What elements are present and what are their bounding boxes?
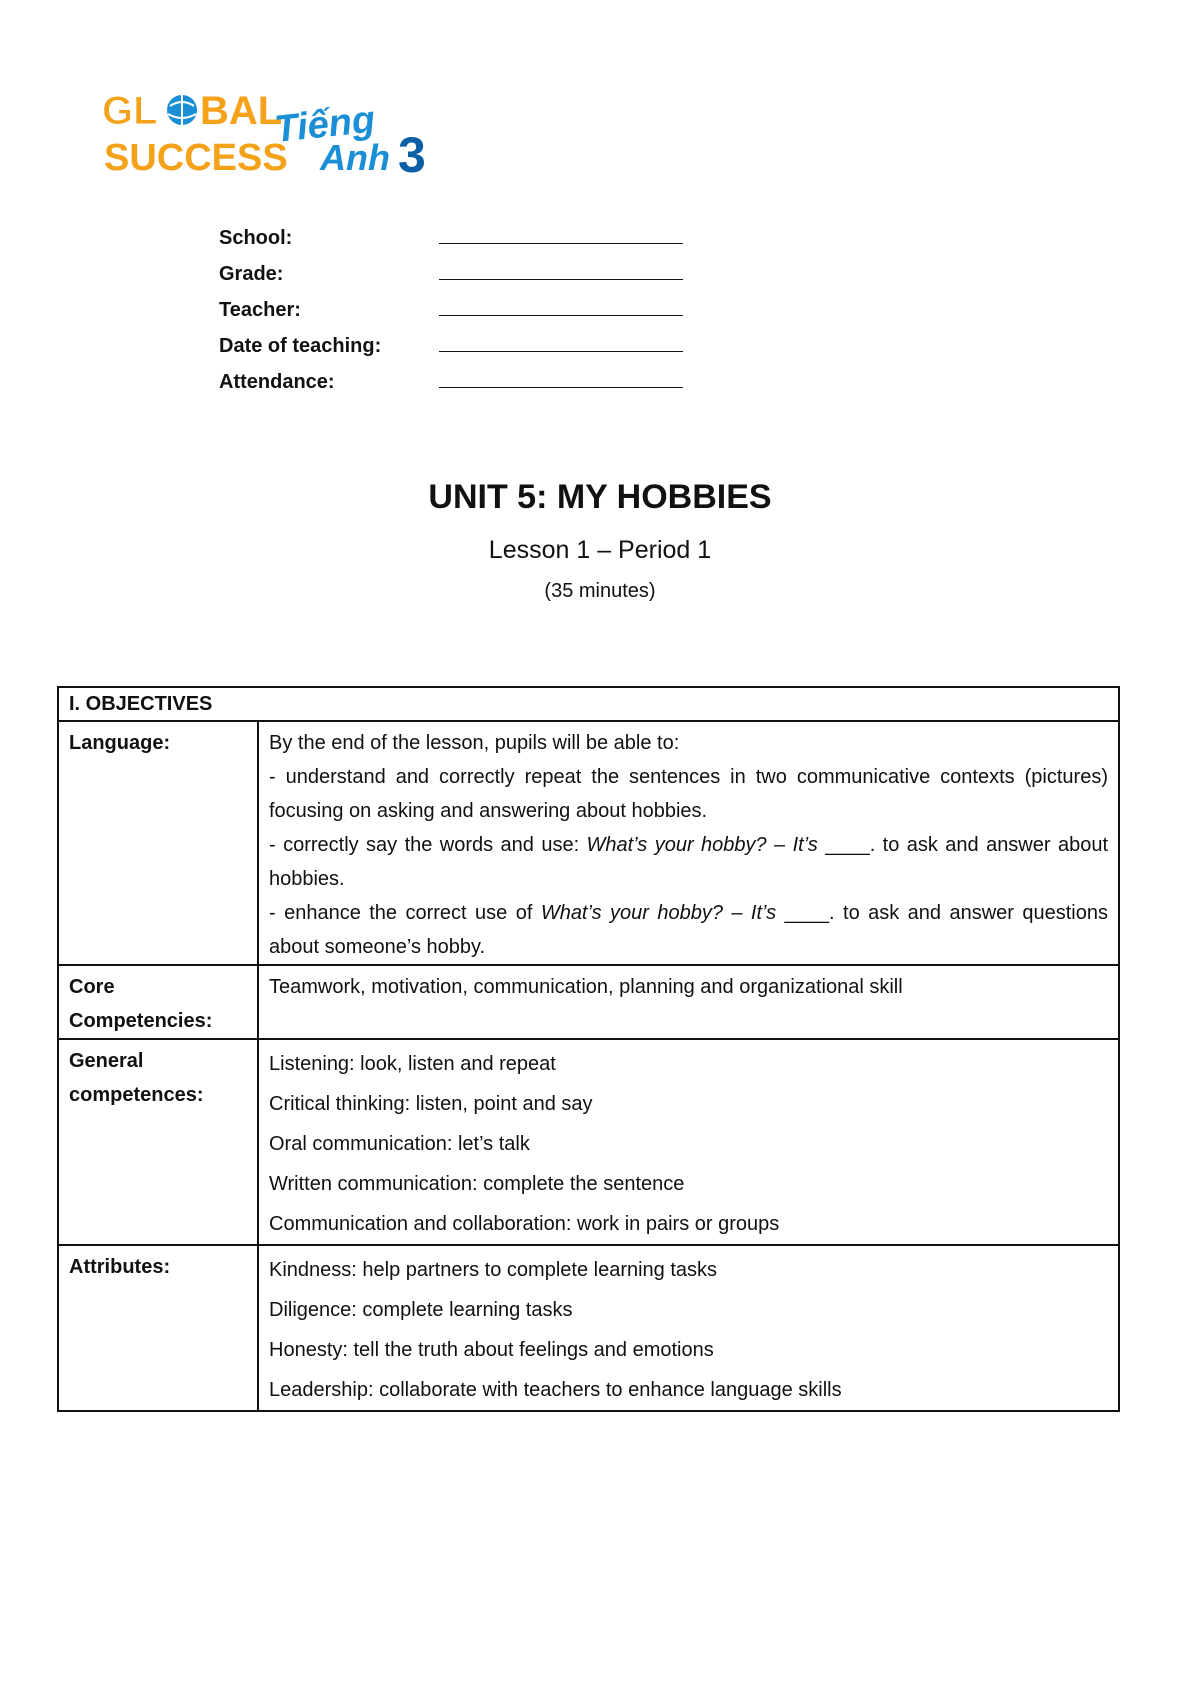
language-intro: By the end of the lesson, pupils will be able to: xyxy=(269,732,680,754)
info-row-grade xyxy=(219,250,719,286)
language-item: - understand and correctly repeat the sentences in two communicative contexts (pictures) focusing on asking and answering about hobbies. xyxy=(269,766,1108,822)
logo-global-text: GL xyxy=(102,89,158,133)
info-label: Teacher: xyxy=(219,299,301,321)
info-row-date xyxy=(219,322,719,358)
svg-text:Anh: Anh xyxy=(320,137,390,178)
logo-graphic xyxy=(98,80,468,180)
objectives-heading-row xyxy=(58,687,1119,721)
teacher-info-form xyxy=(219,214,719,394)
general-competences-list xyxy=(258,1039,1119,1245)
core-competencies-row xyxy=(58,965,1119,1039)
list-item: Diligence: complete learning tasks xyxy=(269,1299,573,1321)
objectives-table xyxy=(57,686,1120,1412)
textbook-logo xyxy=(98,80,468,180)
language-item: - enhance the correct use of What’s your hobby? – It’s ____. to ask and answer questions about someone’s hobby. xyxy=(269,902,1108,958)
info-label: School: xyxy=(219,227,293,249)
core-competencies-text: Teamwork, motivation, communication, planning and organizational skill xyxy=(258,965,1119,1039)
list-item: Oral communication: let’s talk xyxy=(269,1133,530,1155)
list-item: Listening: look, listen and repeat xyxy=(269,1053,556,1075)
svg-text:SUCCESS: SUCCESS xyxy=(104,137,288,179)
lesson-duration: (35 minutes) xyxy=(544,580,656,602)
blank-line xyxy=(439,329,683,352)
logo-tieng-text: Tiếng xyxy=(272,98,378,151)
list-item: Honesty: tell the truth about feelings and emotions xyxy=(269,1339,714,1361)
target-sentence: What’s your hobby? – It’s xyxy=(586,834,818,856)
logo-grade-number: 3 xyxy=(398,127,426,180)
list-item: Leadership: collaborate with teachers to enhance language skills xyxy=(269,1379,842,1401)
language-row xyxy=(58,721,1119,965)
info-row-attendance xyxy=(219,358,719,394)
list-item: Kindness: help partners to complete learning tasks xyxy=(269,1259,718,1281)
lesson-title: Lesson 1 – Period 1 xyxy=(488,536,712,564)
info-label: Grade: xyxy=(219,263,284,285)
language-item: - correctly say the words and use: What’s your hobby? – It’s ____. to ask and answer about hobbies. xyxy=(269,834,1108,890)
list-item: Critical thinking: listen, point and say xyxy=(269,1093,593,1115)
info-row-school xyxy=(219,214,719,250)
target-sentence: What’s your hobby? – It’s xyxy=(540,902,777,924)
objectives-heading: I. OBJECTIVES xyxy=(58,687,1119,721)
attributes-list xyxy=(258,1245,1119,1411)
blank-line xyxy=(439,221,683,244)
list-item: Written communication: complete the sentence xyxy=(269,1173,685,1195)
attributes-row xyxy=(58,1245,1119,1411)
blank-line xyxy=(439,257,683,280)
blank-line xyxy=(439,293,683,316)
list-item: Communication and collaboration: work in pairs or groups xyxy=(269,1213,780,1235)
language-content xyxy=(258,721,1119,965)
attributes-label: Attributes: xyxy=(58,1245,258,1411)
core-competencies-label: Core Competencies: xyxy=(58,965,258,1039)
info-label: Attendance: xyxy=(219,371,335,393)
blank-line xyxy=(439,365,683,388)
info-label: Date of teaching: xyxy=(219,335,382,357)
unit-title: UNIT 5: MY HOBBIES xyxy=(428,478,772,516)
language-label: Language: xyxy=(58,721,258,965)
general-competences-label: General competences: xyxy=(58,1039,258,1245)
general-competences-row xyxy=(58,1039,1119,1245)
info-row-teacher xyxy=(219,286,719,322)
svg-text:BAL: BAL xyxy=(200,89,283,133)
